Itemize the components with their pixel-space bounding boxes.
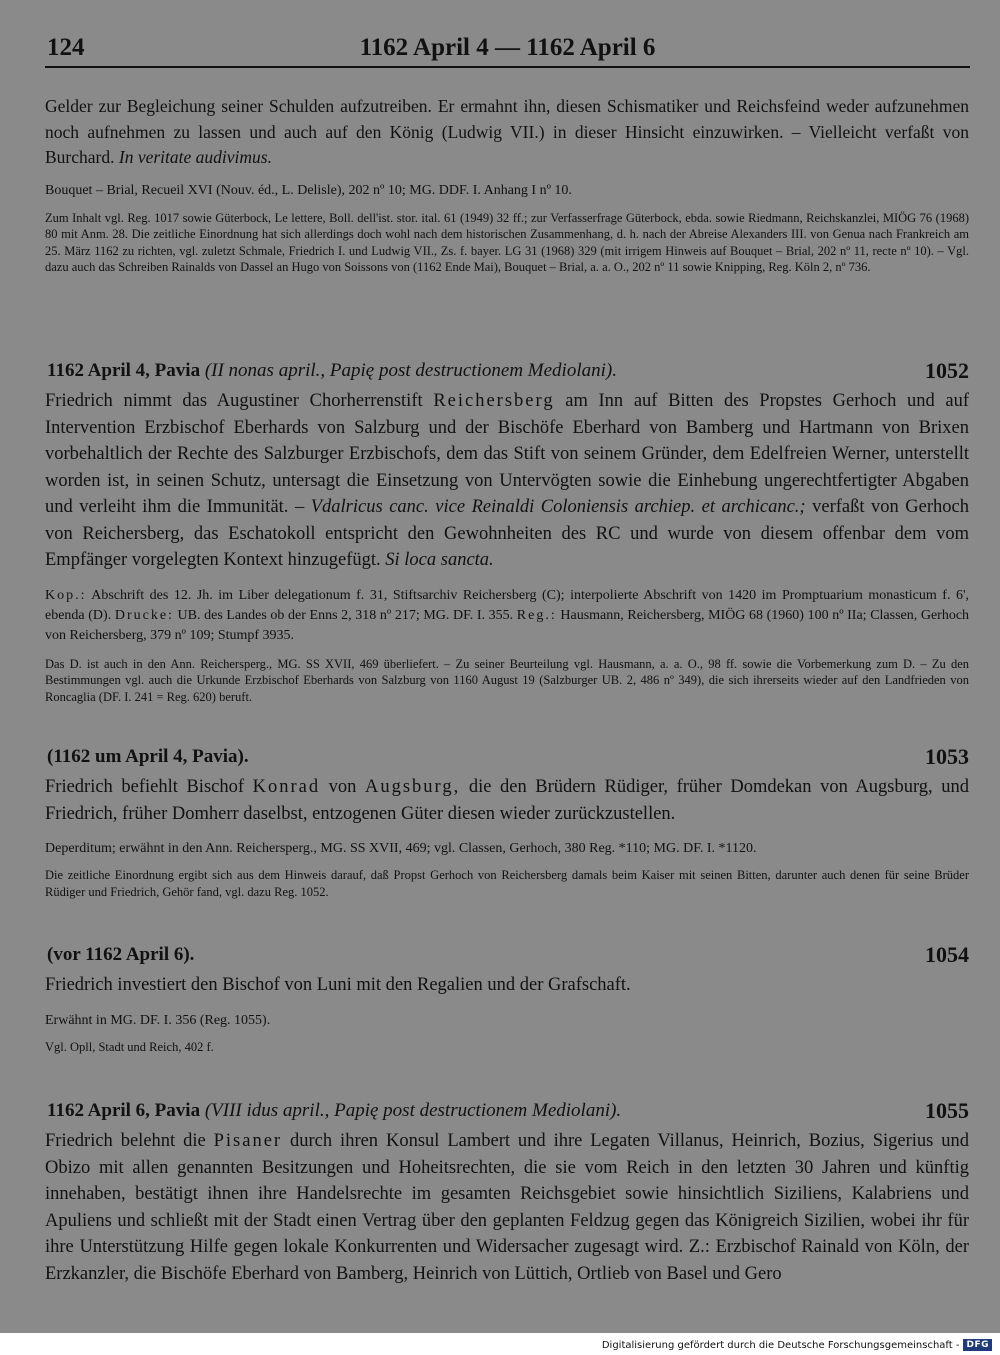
regest-date: 1162 April 4, Pavia (II nonas april., Papię post destructionem Mediolani). [47, 360, 617, 381]
regest-number: 1053 [925, 744, 969, 769]
page-number: 124 [47, 34, 85, 61]
regest-1052 [45, 360, 969, 705]
regest-text: Friedrich investiert den Bischof von Luni mit den Regalien und der Grafschaft. [45, 975, 631, 995]
commentary-notes: Das D. ist auch in den Ann. Reichersperg., MG. SS XVII, 469 überliefert. – Zu seiner Beurteilung vgl. Hausmann, a. a. O., 98 ff. sowie die Vorbemerkung zum D. – Zu den Bestimmungen vgl. auch die Urkunde Erzbischof Eberhards von Salzburg von 1160 August 19 (Salzburger UB. 2, 486 nº 349), die sich ihrerseits wieder auf den Landfrieden von Roncaglia (DF. I. 241 = Reg. 620) beruft. [45, 656, 969, 704]
dfg-logo-icon: DFG [963, 1339, 992, 1351]
sources: Erwähnt in MG. DF. I. 356 (Reg. 1055). [45, 1012, 271, 1028]
regest-heading [45, 360, 969, 388]
regest-text: Gelder zur Begleichung seiner Schulden aufzutreiben. Er ermahnt ihn, diesen Schismatiker und Reichsfeind weder aufzunehmen noch aufnehmen zu lassen und auch auf den König (Ludwig VII.) in dieser Hinsicht einzuwirken. – Vielleicht verfaßt von Burchard. In veritate audivimus. [45, 96, 969, 167]
regest-number: 1054 [925, 942, 969, 967]
regest-date: 1162 April 6, Pavia (VIII idus april., Papię post destructionem Mediolani). [47, 1100, 622, 1121]
commentary-notes: Vgl. Opll, Stadt und Reich, 402 f. [45, 1039, 214, 1054]
regest-text: Friedrich belehnt die Pisaner durch ihren Konsul Lambert und ihre Legaten Villanus, Heinrich, Bozius, Sigerius und Obizo mit allen genannten Besitzungen und Hoheitsrechten, die sie vom Reich in den letzten 30 Jahren und künftig innehaben, bestätigt ihnen ihre Handelsrechte im gesamten Reichsgebiet sowie hinsichtlich Siziliens, Kalabriens und Apuliens und schließt mit der Stadt einen Vertrag über den geplanten Feldzug gegen das Königreich Sizilien, wobei ihr für ihre Unterstützung Hilfe gegen lokale Konkurrenten und Widersacher zugesagt wird. Z.: Erzbischof Rainald von Köln, der Erzkanzler, die Bischöfe Eberhard von Bamberg, Heinrich von Lüttich, Ortlieb von Basel und Gero [45, 1131, 970, 1284]
credit-text: Digitalisierung gefördert durch die Deutsche Forschungsgemeinschaft - [601, 1339, 960, 1351]
incipit: In veritate audivimus. [118, 147, 272, 167]
commentary-notes: Zum Inhalt vgl. Reg. 1017 sowie Güterbock, Le lettere, Boll. dell'ist. stor. ital. 61 (1949) 32 ff.; zur Verfasserfrage Güterbock, ebda. sowie Riedmann, Reichskanzlei, MIÖG 76 (1968) 80 mit Anm. 28. Die zeitliche Einordnung hat sich allerdings doch wohl nach dem historischen Zusammenhang, d. h. nach der Abreise Alexanders III. von Genua nach Frankreich am 25. März 1162 zu richten, vgl. zuletzt Schmale, Friedrich I. und Ludwig VII., Zs. f. bayer. LG 31 (1968) 329 (mit irrigem Hinweis auf Bouquet – Brial, 202 nº 11, recte nº 10). – Vgl. dazu auch das Schreiben Rainalds von Dassel an Hugo von Soissons von (1162 Ende Mai), Bouquet – Brial, a. a. O., 202 nº 11 sowie Knipping, Reg. Köln 2, nº 736. [45, 210, 969, 274]
regest-heading [45, 944, 969, 972]
regest-text: Friedrich befiehlt Bischof Konrad von Augsburg, die den Brüdern Rüdiger, früher Domdekan von Augsburg, und Friedrich, früher Domherr daselbst, entzogenen Güter diesen wieder zurückzustellen. [45, 777, 969, 824]
spaced-name: Reichersberg [433, 391, 555, 411]
regest-heading [45, 1100, 969, 1128]
sources: Bouquet – Brial, Recueil XVI (Nouv. éd., L. Delisle), 202 nº 10; MG. DDF. I. Anhang I nº 10. [45, 182, 572, 198]
regest-number: 1055 [925, 1098, 969, 1123]
regest-number: 1052 [925, 358, 969, 383]
commentary-notes: Die zeitliche Einordnung ergibt sich aus dem Hinweis darauf, daß Propst Gerhoch von Reichersberg damals beim Kaiser mit seinen Bitten, darunter auch denen für seine Brüder Rüdiger und Friedrich, Gehör fand, vgl. dazu Reg. 1052. [45, 868, 969, 899]
regest-text: Friedrich nimmt das Augustiner Chorherrenstift Reichersberg am Inn auf Bitten des Propstes Gerhoch und auf Intervention Erzbischof Eberhards von Salzburg und der Bischöfe Eberhard von Bamberg und Hartmann von Brixen vorbehaltlich der Rechte des Salzburger Erzbischofs, dem das Stift von seinem Gründer, dem Edelfreien Werner, unterstellt worden ist, in seinen Schutz, untersagt die Einsetzung von Untervögten sowie die Einhebung ungerechtfertigter Abgaben und verleiht ihm die Immunität. – Vdalricus canc. vice Reinaldi Coloniensis archiep. et archicanc.; verfaßt von Gerhoch von Reichersberg, das Eschatokoll entspricht den Gewohnheiten des RC und wurde von diesem offenbar dem vom Empfänger vorgelegten Kontext hinzugefügt. Si loca sancta. [45, 391, 970, 570]
regest-1054 [45, 944, 969, 1055]
regest-date: (vor 1162 April 6). [47, 944, 195, 965]
regest-date: (1162 um April 4, Pavia). [47, 746, 249, 767]
regest-heading [45, 746, 969, 774]
incipit: Si loca sancta. [385, 550, 494, 570]
page-header [45, 30, 970, 68]
digitization-credit [602, 1339, 992, 1351]
regest-1053 [45, 746, 969, 900]
sources: Kop.: Abschrift des 12. Jh. im Liber delegationum f. 31, Stiftsarchiv Reichersberg (C); interpolierte Abschrift von 1420 im Promptuarium monasticum f. 6', ebenda (D). Drucke: UB. des Landes ob der Enns 2, 318 nº 217; MG. DF. I. 355. Reg.: Hausmann, Reichersberg, MIÖG 68 (1960) 100 nº IIa; Classen, Gerhoch von Reichersberg, 379 nº 109; Stumpf 3935. [45, 587, 970, 643]
regest-1055 [45, 1100, 969, 1287]
sources: Deperditum; erwähnt in den Ann. Reichersperg., MG. SS XVII, 469; vgl. Classen, Gerhoch, 380 Reg. *110; MG. DF. I. *1120. [45, 841, 757, 856]
running-title: 1162 April 4 — 1162 April 6 [359, 34, 656, 61]
previous-regest-continuation [45, 94, 969, 276]
